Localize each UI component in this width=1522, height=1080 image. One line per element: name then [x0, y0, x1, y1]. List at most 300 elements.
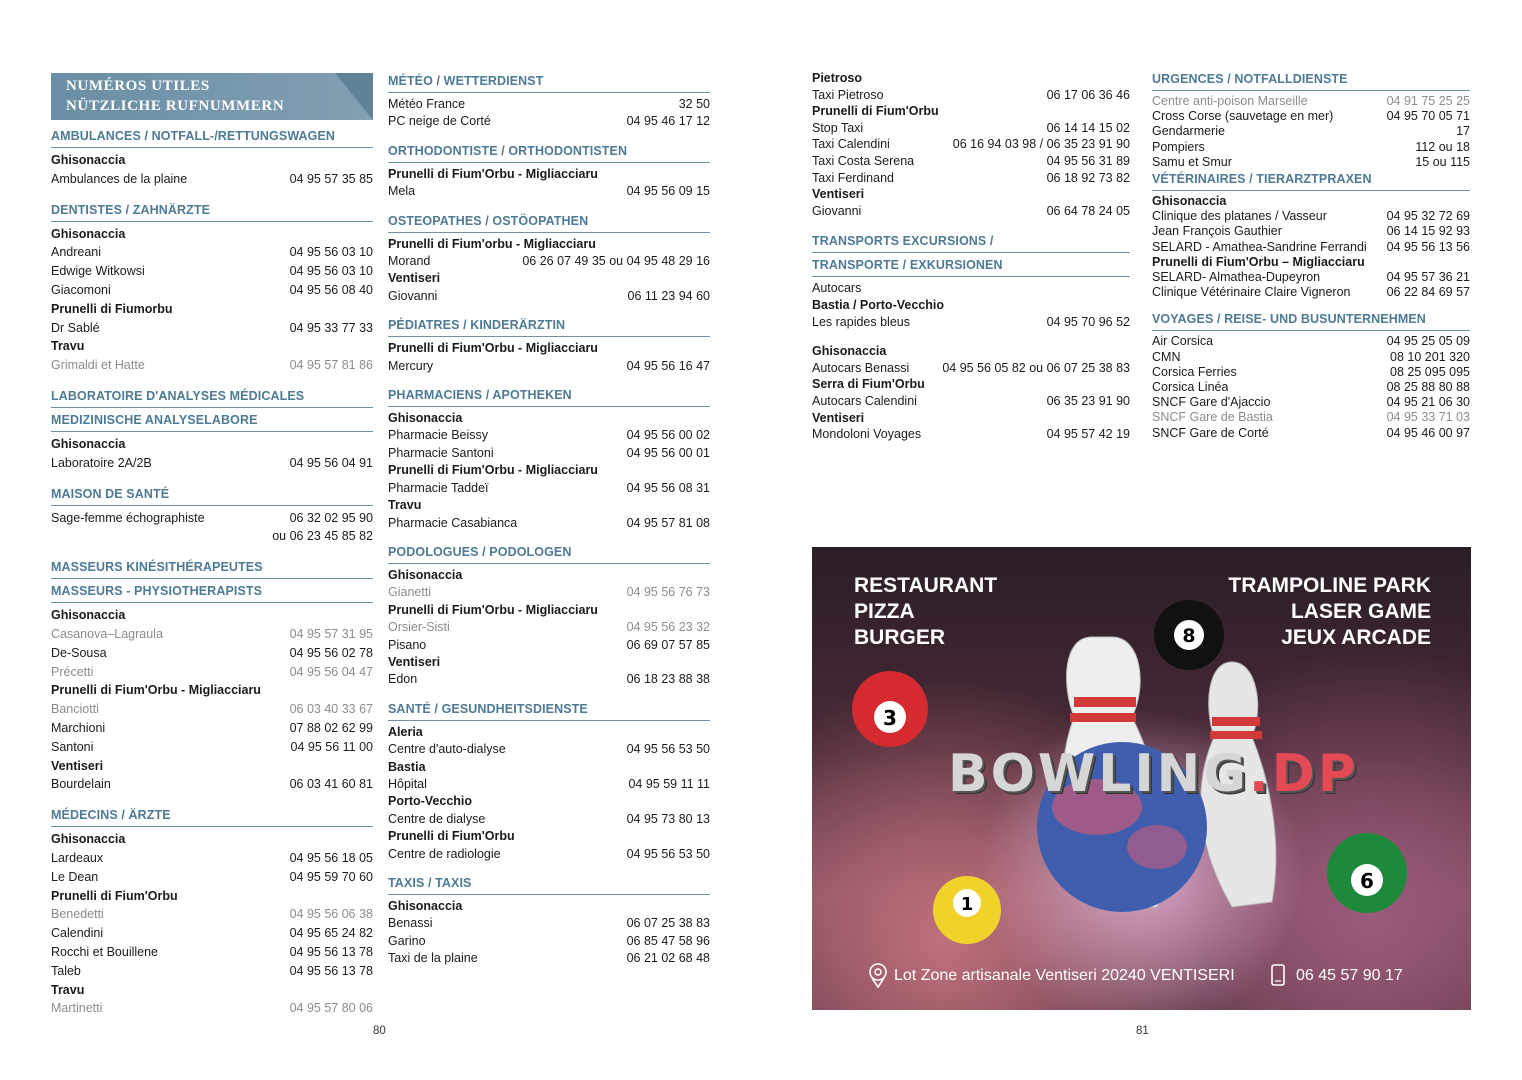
entry-phone: 04 95 56 16 47 — [626, 358, 710, 373]
entry-phone: 04 95 56 53 50 — [626, 742, 710, 757]
entry-name: Centre anti-poison Marseille — [1152, 94, 1308, 108]
entry-phone: 06 16 94 03 98 / 06 35 23 91 90 — [952, 137, 1130, 152]
directory-entry — [1152, 410, 1470, 425]
entry-phone: 04 95 56 03 10 — [289, 264, 373, 279]
entry-name: Sage-femme échographiste — [51, 510, 205, 525]
directory-entry — [1152, 380, 1470, 395]
entry-name: Corsica Ferries — [1152, 364, 1237, 379]
entry-phone: 06 32 02 95 90 — [289, 510, 373, 525]
entry-name: Edwige Witkowsi — [51, 264, 145, 279]
directory-entry — [1152, 395, 1470, 410]
entry-name: Les rapides bleus — [812, 314, 910, 329]
entry-name: Centre d'auto-dialyse — [388, 742, 506, 757]
entry-name: Banciotti — [51, 702, 99, 717]
ad-activity-line: TRAMPOLINE PARK — [1228, 574, 1431, 597]
entry-phone: 15 ou 115 — [1415, 154, 1470, 169]
entry-name: Taxi Pietroso — [812, 87, 884, 102]
entry-name: Marchioni — [51, 720, 106, 735]
directory-entry — [812, 280, 1130, 297]
entry-phone: 06 03 41 60 81 — [289, 777, 373, 792]
directory-column-3 — [812, 70, 1130, 443]
entry-name: De-Sousa — [51, 645, 107, 660]
location-heading: Prunelli di Fium'Orbu — [388, 829, 515, 844]
location-heading: Travu — [51, 339, 85, 354]
section-title: TRANSPORTS EXCURSIONS / — [812, 232, 1130, 253]
entry-phone: 04 95 70 96 52 — [1046, 314, 1130, 329]
entry-name: Centre de dialyse — [388, 811, 486, 826]
page-number-right: 81 — [1136, 1025, 1149, 1037]
section-title: TAXIS / TAXIS — [388, 874, 710, 895]
section-title: TRANSPORTE / EXKURSIONEN — [812, 256, 1130, 277]
section-title: OSTEOPATHES / OSTÖOPATHEN — [388, 212, 710, 233]
directory-entry — [1152, 270, 1470, 285]
entry-phone: 32 50 — [678, 97, 710, 111]
entry-name: Morand — [388, 254, 431, 269]
location-heading: Ghisonaccia — [51, 153, 126, 167]
entry-phone: 04 95 56 53 50 — [626, 846, 710, 861]
section-title: PODOLOGUES / PODOLOGEN — [388, 543, 710, 564]
entry-name: Météo France — [388, 97, 466, 111]
section-title: MAISON DE SANTÉ — [51, 485, 373, 506]
location-heading: Travu — [51, 982, 85, 997]
section-spacer — [51, 375, 373, 387]
section-title: VÉTÉRINAIRES / TIERARZTPRAXEN — [1152, 170, 1470, 191]
directory-entry — [388, 113, 710, 130]
entry-phone: 04 95 56 08 31 — [626, 480, 710, 495]
directory-entry — [1152, 109, 1470, 124]
entry-name: Hôpital — [388, 776, 427, 791]
directory-entry — [388, 776, 710, 793]
section-title: MÉTÉO / WETTERDIENST — [388, 72, 710, 93]
section-title: MÉDECINS / ÄRZTE — [51, 806, 373, 827]
entry-phone: ou 06 23 45 85 82 — [272, 529, 373, 544]
directory-entry — [388, 619, 710, 636]
entry-phone: 04 95 56 31 89 — [1046, 153, 1130, 168]
directory-entry — [388, 811, 710, 828]
entry-phone: 04 95 56 06 38 — [289, 907, 373, 922]
logo-main-text: BOWLING — [948, 744, 1249, 804]
location-heading: Ghisonaccia — [388, 411, 463, 426]
entry-phone: 06 64 78 24 05 — [1046, 203, 1130, 218]
entry-phone: 04 95 57 36 21 — [1386, 270, 1470, 285]
entry-name: Air Corsica — [1152, 334, 1214, 349]
ad-food-line: BURGER — [854, 626, 946, 649]
section-title: PÉDIATRES / KINDERÄRZTIN — [388, 316, 710, 337]
entry-name: Précetti — [51, 664, 94, 679]
location-heading: Prunelli di Fium'Orbu - Migliacciaru — [388, 463, 598, 478]
entry-phone: 04 95 56 05 82 ou 06 07 25 38 83 — [942, 360, 1130, 375]
directory-entry — [812, 360, 1130, 377]
directory-entry — [51, 319, 373, 338]
directory-entry — [812, 426, 1130, 443]
ad-food-line: RESTAURANT — [854, 574, 998, 597]
pool-ball-6 — [1327, 833, 1407, 913]
entry-phone: 04 95 56 02 78 — [289, 645, 373, 660]
section-spacer — [51, 546, 373, 558]
directory-entry — [51, 849, 373, 868]
directory-entry — [388, 950, 710, 967]
entry-name: Martinetti — [51, 1001, 103, 1016]
location-heading: Ghisonaccia — [51, 226, 126, 241]
directory-entry — [51, 775, 373, 794]
location-heading: Prunelli di Fium'Orbu - Migliacciaru — [388, 166, 598, 181]
entry-phone: 07 88 02 62 99 — [289, 720, 373, 735]
directory-entry — [51, 738, 373, 757]
entry-name: Casanova–Lagraula — [51, 626, 163, 641]
location-heading: Aleria — [388, 724, 423, 739]
entry-phone: 06 03 40 33 67 — [289, 702, 373, 717]
entry-phone: 06 14 14 15 02 — [1046, 120, 1130, 135]
entry-phone: 06 17 06 36 46 — [1046, 87, 1130, 102]
section-spacer — [388, 863, 710, 874]
entry-phone: 04 95 25 05 09 — [1386, 334, 1470, 349]
entry-name: Gendarmerie — [1152, 124, 1225, 139]
directory-entry — [388, 96, 710, 113]
directory-entry — [51, 700, 373, 719]
entry-phone: 04 95 57 81 86 — [289, 358, 373, 373]
entry-name: Pompiers — [1152, 139, 1205, 154]
entry-name: Centre de radiologie — [388, 846, 501, 861]
directory-entry — [388, 253, 710, 270]
directory-entry — [1152, 124, 1470, 139]
location-heading: Prunelli di Fium'Orbu – Migliacciaru — [1152, 254, 1365, 269]
directory-entry — [812, 136, 1130, 153]
directory-entry — [51, 356, 373, 375]
location-heading: Ventiseri — [51, 758, 104, 773]
section-title: VOYAGES / REISE- UND BUSUNTERNEHMEN — [1152, 310, 1470, 331]
section-title: DENTISTES / ZAHNÄRZTE — [51, 201, 373, 222]
directory-column-2 — [388, 72, 710, 968]
section-title: URGENCES / NOTFALLDIENSTE — [1152, 70, 1470, 91]
directory-entry — [812, 153, 1130, 170]
entry-name: SELARD - Amathea-Sandrine Ferrandi — [1152, 239, 1367, 254]
entry-name: Edon — [388, 672, 418, 687]
pool-ball-8-number: 8 — [1182, 625, 1196, 647]
section-spacer — [388, 532, 710, 543]
entry-name: SNCF Gare d'Ajaccio — [1152, 395, 1271, 410]
directory-entry — [388, 183, 710, 200]
ad-activity-line: JEUX ARCADE — [1281, 626, 1431, 649]
directory-entry — [388, 915, 710, 932]
directory-entry — [51, 281, 373, 300]
entry-name: Jean François Gauthier — [1152, 224, 1282, 239]
location-heading: Prunelli di Fium'Orbu - Migliacciaru — [51, 683, 261, 698]
location-pin-icon — [870, 964, 886, 987]
entry-phone: 06 11 23 94 60 — [627, 288, 710, 303]
directory-entry — [51, 943, 373, 962]
directory-entry — [51, 509, 373, 528]
directory-entry — [812, 203, 1130, 220]
ad-address: Lot Zone artisanale Ventiseri 20240 VENTISERI — [894, 967, 1235, 984]
section-spacer — [51, 473, 373, 485]
directory-entry — [812, 87, 1130, 104]
entry-name: Giovanni — [812, 203, 862, 218]
directory-entry — [51, 170, 373, 189]
entry-name: Pharmacie Taddeï — [388, 480, 489, 495]
directory-entry — [51, 719, 373, 738]
directory-entry — [388, 637, 710, 654]
header-corner-decoration — [335, 73, 373, 120]
location-heading: Travu — [388, 498, 422, 513]
entry-name: Santoni — [51, 739, 94, 754]
section-spacer — [51, 794, 373, 806]
entry-phone: 04 95 56 23 32 — [626, 620, 710, 635]
entry-phone: 06 69 07 57 85 — [626, 637, 710, 652]
section-header-box — [51, 73, 373, 120]
entry-name: Dr Sablé — [51, 320, 100, 335]
directory-entry — [1152, 334, 1470, 349]
section-title: LABORATOIRE D'ANALYSES MÉDICALES — [51, 387, 373, 408]
entry-name: Cross Corse (sauvetage en mer) — [1152, 109, 1334, 124]
entry-phone: 04 95 56 11 00 — [290, 739, 373, 754]
location-heading: Prunelli di Fium'Orbu - Migliacciaru — [388, 341, 598, 356]
mobile-phone-icon — [1272, 965, 1284, 985]
entry-name: Taxi Calendini — [812, 137, 890, 152]
entry-name: Garino — [388, 933, 426, 948]
entry-phone: 06 22 84 69 57 — [1386, 285, 1470, 300]
entry-name: Orsier-Sisti — [388, 620, 450, 635]
directory-entry — [812, 170, 1130, 187]
pool-ball-6-number: 6 — [1360, 869, 1374, 893]
directory-entry — [388, 288, 710, 305]
location-heading: Serra di Fium'Orbu — [812, 377, 925, 392]
entry-phone: 06 14 15 92 93 — [1386, 224, 1470, 239]
entry-name: SELARD- Almathea-Dupeyron — [1152, 270, 1321, 285]
section-spacer — [1152, 300, 1470, 310]
section-title: MASSEURS - PHYSIOTHERAPISTS — [51, 582, 373, 603]
entry-phone: 04 91 75 25 25 — [1386, 94, 1470, 108]
entry-name: Stop Taxi — [812, 120, 864, 135]
entry-phone: 06 21 02 68 48 — [626, 951, 710, 966]
section-spacer — [812, 330, 1130, 343]
entry-phone: 04 95 56 18 05 — [289, 850, 373, 865]
section-title: MASSEURS KINÉSITHÉRAPEUTES — [51, 558, 373, 579]
entry-name: Giovanni — [388, 288, 438, 303]
location-heading: Ghisonaccia — [812, 344, 887, 359]
ad-phone-number: 06 45 57 90 17 — [1296, 967, 1403, 984]
entry-phone: 04 95 59 70 60 — [289, 869, 373, 884]
entry-name: Andreani — [51, 245, 102, 260]
logo-suffix-text: .DP — [1248, 744, 1359, 804]
section-title: AMBULANCES / NOTFALL-/RETTUNGSWAGEN — [51, 127, 373, 148]
directory-entry — [1152, 94, 1470, 109]
entry-name: Laboratoire 2A/2B — [51, 455, 152, 470]
directory-entry — [388, 445, 710, 462]
section-spacer — [388, 689, 710, 700]
location-heading: Ventiseri — [812, 187, 865, 202]
directory-entry — [388, 846, 710, 863]
directory-entry — [51, 868, 373, 887]
entry-phone: 04 95 56 04 91 — [289, 455, 373, 470]
directory-column-4 — [1152, 70, 1470, 441]
entry-name: Autocars Calendini — [812, 393, 917, 408]
location-heading: Ventiseri — [812, 410, 865, 425]
entry-name: SNCF Gare de Bastia — [1152, 410, 1273, 425]
header-title-de: NÜTZLICHE RUFNUMMERN — [66, 98, 285, 114]
directory-entry — [388, 933, 710, 950]
entry-name: Grimaldi et Hatte — [51, 358, 145, 373]
section-title: SANTÉ / GESUNDHEITSDIENSTE — [388, 700, 710, 721]
location-heading: Ghisonaccia — [1152, 194, 1227, 209]
location-heading: Prunelli di Fiumorbu — [51, 301, 173, 316]
directory-entry — [1152, 155, 1470, 170]
directory-entry — [1152, 224, 1470, 239]
directory-entry — [51, 999, 373, 1018]
directory-entry — [812, 120, 1130, 137]
entry-name: Taxi Ferdinand — [812, 170, 894, 185]
entry-phone: 04 95 56 13 78 — [289, 944, 373, 959]
entry-phone: 04 95 65 24 82 — [289, 926, 373, 941]
entry-phone: 08 10 201 320 — [1390, 349, 1470, 364]
entry-phone: 112 ou 18 — [1415, 139, 1470, 154]
location-heading: Ventiseri — [388, 654, 441, 669]
ad-activity-line: LASER GAME — [1290, 600, 1431, 623]
directory-entry — [51, 262, 373, 281]
entry-phone: 04 95 46 00 97 — [1386, 425, 1470, 440]
entry-name: Samu et Smur — [1152, 154, 1232, 169]
entry-phone: 06 07 25 38 83 — [626, 916, 710, 931]
entry-name: Taxi Costa Serena — [812, 153, 915, 168]
entry-phone: 04 95 57 80 06 — [289, 1001, 373, 1016]
entry-phone: 04 95 56 04 47 — [289, 664, 373, 679]
location-heading: Prunelli di Fium'orbu - Migliacciaru — [388, 236, 596, 251]
entry-phone: 04 95 21 06 30 — [1386, 395, 1470, 410]
entry-phone: 04 95 56 00 01 — [626, 445, 710, 460]
entry-name: Clinique des platanes / Vasseur — [1152, 209, 1327, 224]
location-heading: Prunelli di Fium'Orbu — [51, 888, 178, 903]
entry-name: Rocchi et Bouillene — [51, 944, 159, 959]
entry-name: Autocars — [812, 281, 862, 296]
entry-phone: 08 25 095 095 — [1390, 364, 1470, 379]
location-heading: Ghisonaccia — [51, 436, 126, 451]
bowling-dp-logo — [948, 744, 1359, 804]
section-spacer — [388, 375, 710, 386]
entry-phone: 06 18 23 88 38 — [626, 672, 710, 687]
entry-phone: 06 18 92 73 82 — [1046, 170, 1130, 185]
pool-ball-1 — [933, 876, 1001, 944]
directory-entry — [51, 905, 373, 924]
directory-entry — [388, 515, 710, 532]
entry-phone: 04 95 57 81 08 — [626, 515, 710, 530]
entry-name: Benedetti — [51, 907, 104, 922]
directory-entry — [51, 663, 373, 682]
location-heading: Ghisonaccia — [51, 832, 126, 847]
directory-entry — [51, 243, 373, 262]
entry-phone: 04 95 56 00 02 — [626, 428, 710, 443]
entry-name: SNCF Gare de Corté — [1152, 425, 1269, 440]
section-title: ORTHODONTISTE / ORTHODONTISTEN — [388, 142, 710, 163]
bowling-advertisement — [812, 547, 1471, 1010]
pool-ball-1-number: 1 — [960, 894, 974, 915]
entry-phone: 04 95 56 76 73 — [626, 585, 710, 600]
entry-phone: 06 85 47 58 96 — [626, 933, 710, 948]
entry-phone: 04 95 57 42 19 — [1046, 427, 1130, 442]
entry-phone: 04 95 56 13 78 — [289, 963, 373, 978]
pool-ball-3-number: 3 — [883, 706, 897, 730]
entry-name: Gianetti — [388, 585, 432, 600]
entry-phone: 04 95 33 71 03 — [1386, 410, 1470, 425]
entry-name: Mercury — [388, 358, 434, 373]
section-spacer — [51, 189, 373, 201]
entry-phone: 04 95 59 11 11 — [628, 776, 710, 791]
entry-phone: 06 26 07 49 35 ou 04 95 48 29 16 — [522, 254, 710, 269]
directory-entry — [388, 480, 710, 497]
section-spacer — [812, 219, 1130, 232]
ad-food-line: PIZZA — [854, 600, 915, 623]
entry-name: Lardeaux — [51, 850, 104, 865]
entry-name: Giacomoni — [51, 282, 111, 297]
location-heading: Porto-Vecchio — [388, 794, 473, 809]
directory-entry — [1152, 426, 1470, 441]
pool-ball-3 — [852, 671, 928, 747]
entry-name: Clinique Vétérinaire Claire Vigneron — [1152, 285, 1351, 300]
section-spacer — [388, 131, 710, 142]
entry-name: Mondoloni Voyages — [812, 427, 922, 442]
entry-phone: 04 95 57 31 95 — [289, 626, 373, 641]
directory-entry — [812, 314, 1130, 331]
entry-name: Autocars Benassi — [812, 360, 910, 375]
location-heading: Ghisonaccia — [51, 608, 126, 623]
pool-ball-8 — [1154, 600, 1224, 670]
location-heading: Prunelli di Fium'Orbu — [812, 104, 939, 119]
location-heading: Prunelli di Fium'Orbu - Migliacciaru — [388, 602, 598, 617]
directory-column-1 — [51, 127, 373, 1018]
page-number-left: 80 — [373, 1025, 386, 1037]
directory-entry — [1152, 350, 1470, 365]
directory-entry — [1152, 209, 1470, 224]
section-spacer — [388, 201, 710, 212]
directory-entry — [388, 741, 710, 758]
directory-entry — [1152, 365, 1470, 380]
entry-name: Le Dean — [51, 869, 99, 884]
entry-phone: 04 95 56 08 40 — [289, 282, 373, 297]
location-heading: Ghisonaccia — [388, 899, 463, 913]
directory-entry — [51, 924, 373, 943]
directory-entry — [51, 527, 373, 546]
location-heading: Pietroso — [812, 71, 863, 85]
entry-name: Calendini — [51, 926, 104, 941]
entry-name: Pharmacie Casabianca — [388, 515, 518, 530]
entry-phone: 04 95 57 35 85 — [289, 171, 373, 186]
entry-phone: 04 95 56 13 56 — [1386, 239, 1470, 254]
entry-phone: 04 95 46 17 12 — [626, 114, 710, 129]
location-heading: Bastia / Porto-Vecchio — [812, 297, 944, 312]
location-heading: Bastia — [388, 759, 426, 774]
entry-name: Pisano — [388, 637, 427, 652]
entry-name: PC neige de Corté — [388, 114, 491, 129]
entry-name: Taleb — [51, 963, 81, 978]
entry-phone: 04 95 33 77 33 — [289, 320, 373, 335]
section-title: PHARMACIENS / APOTHEKEN — [388, 386, 710, 407]
entry-phone: 04 95 56 09 15 — [626, 184, 710, 199]
directory-entry — [51, 644, 373, 663]
entry-name: Bourdelain — [51, 777, 111, 792]
entry-name: Mela — [388, 184, 416, 199]
directory-entry — [51, 454, 373, 473]
directory-entry — [388, 427, 710, 444]
location-heading: Ghisonaccia — [388, 567, 463, 582]
entry-name: Corsica Linéa — [1152, 380, 1229, 395]
directory-entry — [388, 358, 710, 375]
entry-name: Taxi de la plaine — [388, 951, 478, 966]
directory-entry — [1152, 240, 1470, 255]
section-title: MEDIZINISCHE ANALYSELABORE — [51, 411, 373, 432]
entry-name: Pharmacie Santoni — [388, 445, 494, 460]
directory-entry — [812, 393, 1130, 410]
directory-entry — [1152, 285, 1470, 300]
entry-phone: 04 95 73 80 13 — [626, 811, 710, 826]
entry-name: Benassi — [388, 916, 433, 931]
